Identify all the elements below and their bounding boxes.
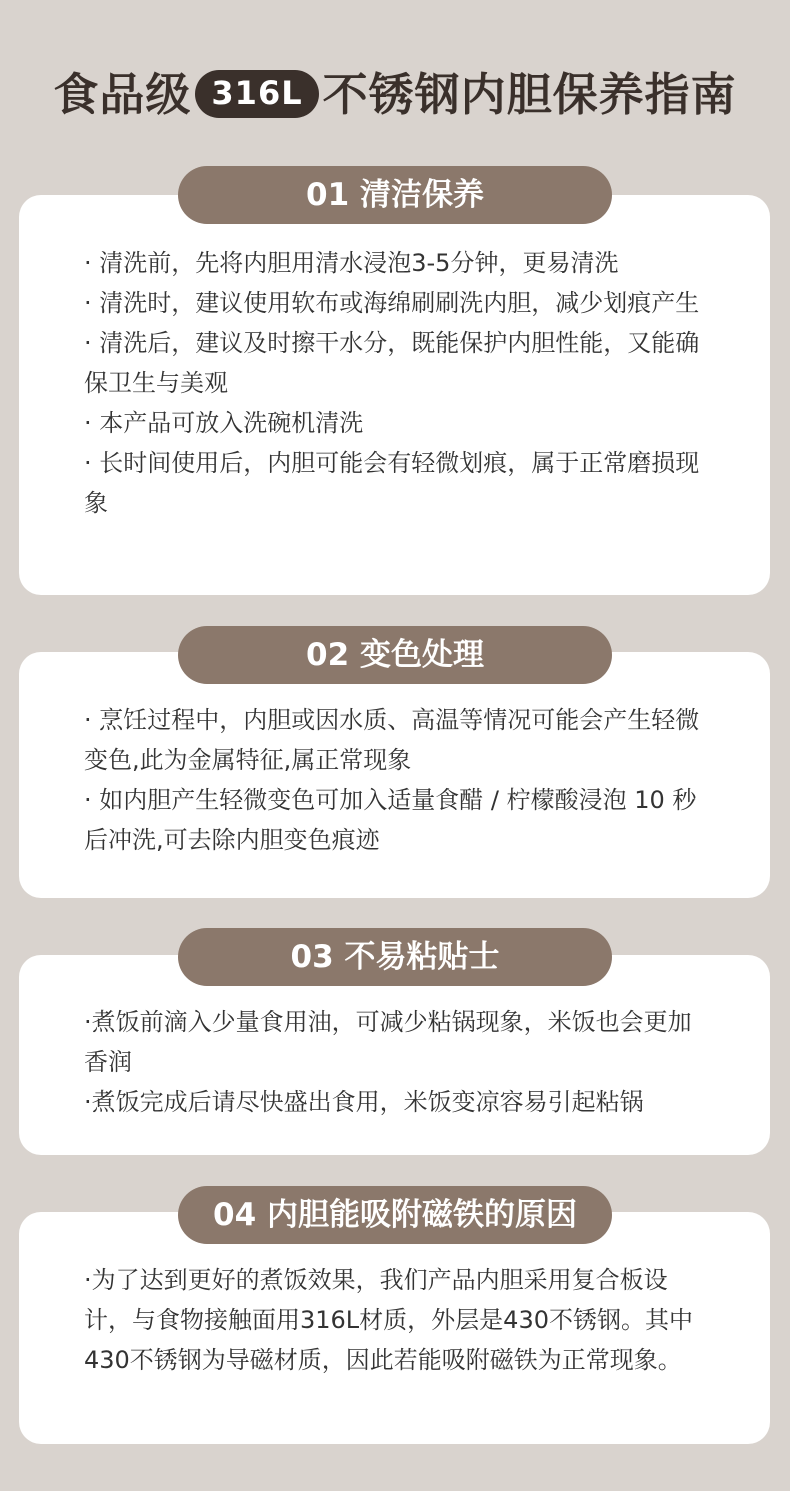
section-list-non-stick [84, 1002, 714, 1122]
section-heading-non-stick: 03 不易粘贴士 [178, 928, 612, 986]
section-list-cleaning [84, 243, 714, 523]
list-item: ·煮饭前滴入少量食用油，可减少粘锅现象，米饭也会更加香润 [84, 1008, 692, 1076]
title-badge: 316L [195, 70, 318, 118]
section-list-discoloration [84, 700, 714, 860]
list-item: · 如内胆产生轻微变色可加入适量食醋 / 柠檬酸浸泡 10 秒后冲洗,可去除内胆变色痕迹 [84, 786, 697, 854]
title-suffix: 不锈钢内胆保养指南 [322, 68, 737, 121]
section-heading-cleaning: 01 清洁保养 [178, 166, 612, 224]
section-heading-magnet: 04 内胆能吸附磁铁的原因 [178, 1186, 612, 1244]
list-item: · 本产品可放入洗碗机清洗 [84, 409, 364, 437]
page-title [0, 58, 790, 123]
list-item: ·煮饭完成后请尽快盛出食用，米饭变凉容易引起粘锅 [84, 1088, 644, 1116]
list-item: · 清洗前，先将内胆用清水浸泡3-5分钟，更易清洗 [84, 249, 619, 277]
list-item: · 烹饪过程中，内胆或因水质、高温等情况可能会产生轻微变色,此为金属特征,属正常现象 [84, 706, 700, 774]
list-item: · 清洗时，建议使用软布或海绵刷刷洗内胆，减少划痕产生 [84, 289, 700, 317]
list-item: · 长时间使用后，内胆可能会有轻微划痕，属于正常磨损现象 [84, 449, 700, 517]
list-item: ·为了达到更好的煮饭效果，我们产品内胆采用复合板设计，与食物接触面用316L材质，外层是430不锈钢。其中430不锈钢为导磁材质，因此若能吸附磁铁为正常现象。 [84, 1266, 693, 1374]
section-heading-discoloration: 02 变色处理 [178, 626, 612, 684]
section-list-magnet [84, 1260, 714, 1380]
list-item: · 清洗后，建议及时擦干水分，既能保护内胆性能，又能确保卫生与美观 [84, 329, 700, 397]
title-prefix: 食品级 [53, 68, 192, 121]
